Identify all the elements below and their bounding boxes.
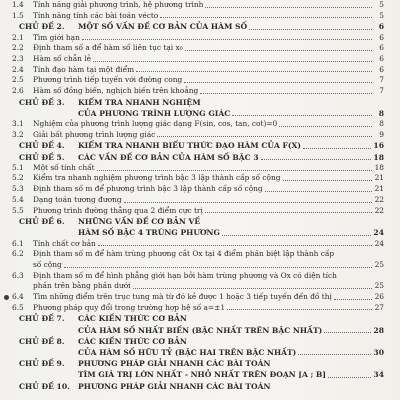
toc-page-number: 22 (374, 205, 384, 215)
toc-label: Tính đạo hàm tại một điểm (33, 64, 135, 74)
toc-entry-row (0, 292, 400, 303)
toc-entry-row (0, 239, 400, 250)
toc-page-number: 5 (379, 0, 384, 9)
dot-leader (279, 126, 372, 127)
toc-label: CÁC KIẾN THỨC CƠ BẢN (78, 336, 187, 346)
toc-entry-row (0, 249, 400, 260)
toc-label: Định tham số a để hàm số liên tục tại x₀ (33, 43, 183, 53)
toc-label: PHƯƠNG PHÁP GIẢI NHANH CÁC BÀI TOÁN (78, 359, 271, 369)
toc-number: CHỦ ĐỀ 10. (19, 381, 70, 391)
toc-chapter-row (0, 381, 400, 392)
toc-number: 5.4 (12, 194, 24, 204)
dot-leader (205, 7, 372, 8)
toc-label: Một số tính chất (33, 162, 95, 172)
toc-number: 5.1 (12, 162, 24, 172)
toc-number: CHỦ ĐỀ 7. (19, 314, 65, 324)
toc-number: 6.5 (12, 302, 24, 312)
dot-leader (232, 115, 372, 116)
toc-entry-row (0, 11, 400, 22)
toc-label: Tính chất cơ bản (33, 238, 96, 248)
toc-label: Định tham số m để hàm trùng phương cắt Ox tại 4 điểm phân biệt lập thành cấp (33, 249, 335, 259)
dot-leader (298, 354, 371, 355)
dot-leader (82, 39, 372, 40)
toc-number: 2.3 (12, 53, 24, 63)
toc-page-number: 6 (379, 43, 384, 53)
toc-page-number: 6 (379, 64, 384, 74)
toc-page-number: 26 (374, 292, 384, 302)
dot-leader (97, 170, 372, 171)
toc-chapter-row (0, 325, 400, 336)
toc-number: CHỦ ĐỀ 5. (19, 152, 65, 162)
dot-leader (227, 309, 372, 310)
dot-leader (334, 299, 372, 300)
dot-leader (185, 50, 372, 51)
toc-label: CỦA HÀM SỐ HỮU TỶ (BẬC HAI TRÊN BẬC NHẤT) (78, 347, 297, 357)
toc-page-number: 27 (374, 302, 384, 312)
dot-leader (184, 82, 372, 83)
dot-leader (283, 180, 373, 181)
toc-label: MỘT SỐ VẤN ĐỀ CƠ BẢN CỦA HÀM SỐ (78, 22, 248, 32)
toc-label: HÀM SỐ BẬC 4 TRÙNG PHƯƠNG (78, 228, 220, 238)
toc-number: 3.1 (12, 119, 24, 129)
toc-page-number: 34 (373, 370, 384, 380)
toc-number: CHỦ ĐỀ 6. (19, 217, 65, 227)
toc-number: 6.4 (12, 292, 24, 302)
toc-label: Định tham số m để phương trình bậc 3 lập thành cấp số cộng (33, 184, 263, 194)
toc-number: CHỦ ĐỀ 4. (19, 141, 65, 151)
dot-leader (133, 288, 372, 289)
toc-page-number: 6 (379, 32, 384, 42)
toc-number: 5.5 (12, 205, 24, 215)
toc-page-number: 8 (378, 108, 384, 118)
toc-page-number: 16 (373, 141, 384, 151)
toc-label: CÁC KIẾN THỨC CƠ BẢN (78, 314, 187, 324)
dot-leader (160, 17, 372, 18)
toc-chapter-row (0, 358, 400, 369)
toc-page-number: 30 (373, 347, 384, 357)
toc-entry-row (0, 0, 400, 11)
toc-number: 6.2 (12, 249, 24, 259)
toc-entry-row (0, 119, 400, 130)
toc-chapter-row (0, 21, 400, 32)
toc-chapter-row (0, 152, 400, 163)
toc-chapter-row (0, 108, 400, 119)
toc-chapter-row (0, 369, 400, 380)
dot-leader (265, 191, 372, 192)
dot-leader (157, 136, 372, 137)
toc-number: 2.4 (12, 64, 24, 74)
toc-page-number: 22 (374, 194, 384, 204)
toc-entry-row (0, 86, 400, 97)
toc-chapter-row (0, 97, 400, 108)
toc-entry-row (0, 174, 400, 185)
toc-entry-row (0, 206, 400, 217)
toc-entry-row (0, 43, 400, 54)
toc-label: Phương trình đường thẳng qua 2 điểm cực trị (33, 205, 203, 215)
toc-label: CỦA HÀM SỐ NHẤT BIẾN (BẬC NHẤT TRÊN BẬC NHẤT) (78, 325, 323, 335)
toc-page-number: 6 (379, 53, 384, 63)
toc-label: Hàm số đồng biến, nghịch biến trên khoảng (33, 85, 199, 95)
toc-label: Tính năng tính các bài toán véctơ (33, 10, 159, 20)
toc-label: Định tham số m để hình phẳng giới hạn bởi hàm trùng phương và Ox có diện tích (33, 270, 337, 280)
toc-number: 2.5 (12, 75, 24, 85)
toc-entry-row (0, 33, 400, 44)
toc-label: số cộng (33, 259, 62, 269)
toc-number: CHỦ ĐỀ 3. (19, 97, 65, 107)
toc-page-number: 9 (379, 129, 384, 139)
toc-chapter-row (0, 216, 400, 227)
toc-label: phần trên bằng phần dưới (33, 281, 131, 291)
dot-leader (64, 267, 372, 268)
toc-chapter-row (0, 140, 400, 151)
dot-leader (205, 212, 372, 213)
toc-page-number: 25 (374, 259, 384, 269)
dot-leader (98, 245, 372, 246)
toc-chapter-row (0, 336, 400, 347)
toc-number: 2.6 (12, 85, 24, 95)
toc-page-number: 28 (373, 325, 384, 335)
toc-number: CHỦ ĐỀ 2. (19, 22, 65, 32)
toc-page-number: 7 (379, 85, 384, 95)
toc-number: 2.2 (12, 43, 24, 53)
toc-entry-row (0, 75, 400, 86)
bullet-icon (4, 295, 9, 300)
toc-page-number: 6 (378, 22, 384, 32)
toc-entry-row (0, 65, 400, 76)
toc-entry-row (0, 303, 400, 314)
dot-leader (249, 29, 372, 30)
toc-label: Phương pháp quy đổi trong trường hợp hệ số a=±1 (33, 302, 226, 312)
toc-number: 6.1 (12, 238, 24, 248)
toc-page-number: 18 (374, 162, 384, 172)
toc-label: TÌM GIÁ TRỊ LỚN NHẤT - NHỎ NHẤT TRÊN ĐOẠN [A ; B] (78, 370, 326, 380)
toc-number: CHỦ ĐỀ 8. (19, 336, 65, 346)
toc-label: NHỮNG VẤN ĐỀ CƠ BẢN VỀ (78, 217, 201, 227)
toc-entry-row (0, 260, 400, 271)
toc-chapter-row (0, 313, 400, 324)
toc-number: 2.1 (12, 32, 24, 42)
toc-entry-row (0, 195, 400, 206)
toc-label: CỦA PHƯƠNG TRÌNH LƯỢNG GIÁC (78, 108, 231, 118)
toc-number: 5.3 (12, 184, 24, 194)
toc-label: Kiểm tra nhanh nghiệm phương trình bậc 3 lập thành cấp số cộng (33, 173, 281, 183)
toc-number: 1.5 (12, 10, 24, 20)
dot-leader (93, 61, 372, 62)
toc-number: CHỦ ĐỀ 9. (19, 359, 65, 369)
toc-label: Nghiệm của phương trình lượng giác dạng F(sin, cos, tan, cot)=0 (33, 119, 278, 129)
toc-number: 1.4 (12, 0, 24, 9)
toc-entry-row (0, 184, 400, 195)
toc-number: 5.2 (12, 173, 24, 183)
toc-page-number: 8 (379, 119, 384, 129)
toc-page-number: 24 (373, 228, 384, 238)
toc-entry-row (0, 54, 400, 65)
toc-entry-row (0, 281, 400, 292)
toc-page-number: 21 (374, 173, 384, 183)
toc-label: KIỂM TRA NHANH NGHIỆM (78, 97, 201, 107)
toc-chapter-row (0, 227, 400, 238)
toc-label: PHƯƠNG PHÁP GIẢI NHANH CÁC BÀI TOÁN (78, 381, 271, 391)
toc-page-number: 7 (379, 75, 384, 85)
toc-chapter-row (0, 347, 400, 358)
toc-label: Hàm số chẵn lẻ (33, 53, 92, 63)
toc-page-number: 24 (374, 238, 384, 248)
dot-leader (222, 235, 371, 236)
toc-label: Tìm giới hạn (33, 32, 80, 42)
toc-label: Phương trình tiếp tuyến với đường cong (33, 75, 183, 85)
toc-label: Tìm những điểm trên trục tung mà từ đó kẻ được 1 hoặc 3 tiếp tuyến đến đồ thị (33, 292, 332, 302)
toc-label: KIỂM TRA NHANH BIỂU THỨC ĐẠO HÀM CỦA F(X) (78, 141, 301, 151)
toc-number: 3.2 (12, 129, 24, 139)
dot-leader (200, 93, 372, 94)
toc-label: Giải bất phương trình lượng giác (33, 129, 156, 139)
toc-page-number: 5 (379, 10, 384, 20)
toc-entry-row (0, 163, 400, 174)
toc-entry-row (0, 271, 400, 282)
dot-leader (303, 148, 371, 149)
dot-leader (136, 71, 372, 72)
toc-number: 6.3 (12, 270, 24, 280)
toc-label: CÁC VẤN ĐỀ CƠ BẢN CỦA HÀM SỐ BẬC 3 (78, 152, 259, 162)
toc-page-number: 18 (373, 152, 384, 162)
dot-leader (328, 377, 371, 378)
toc-page-number: 25 (374, 281, 384, 291)
dot-leader (124, 202, 372, 203)
toc-label: Dạng toán tương đương (33, 194, 122, 204)
dot-leader (261, 159, 372, 160)
toc-entry-row (0, 130, 400, 141)
toc-label: Tính năng giải phương trình, hệ phương trình (33, 0, 204, 9)
dot-leader (324, 332, 371, 333)
toc-page-number: 21 (374, 184, 384, 194)
